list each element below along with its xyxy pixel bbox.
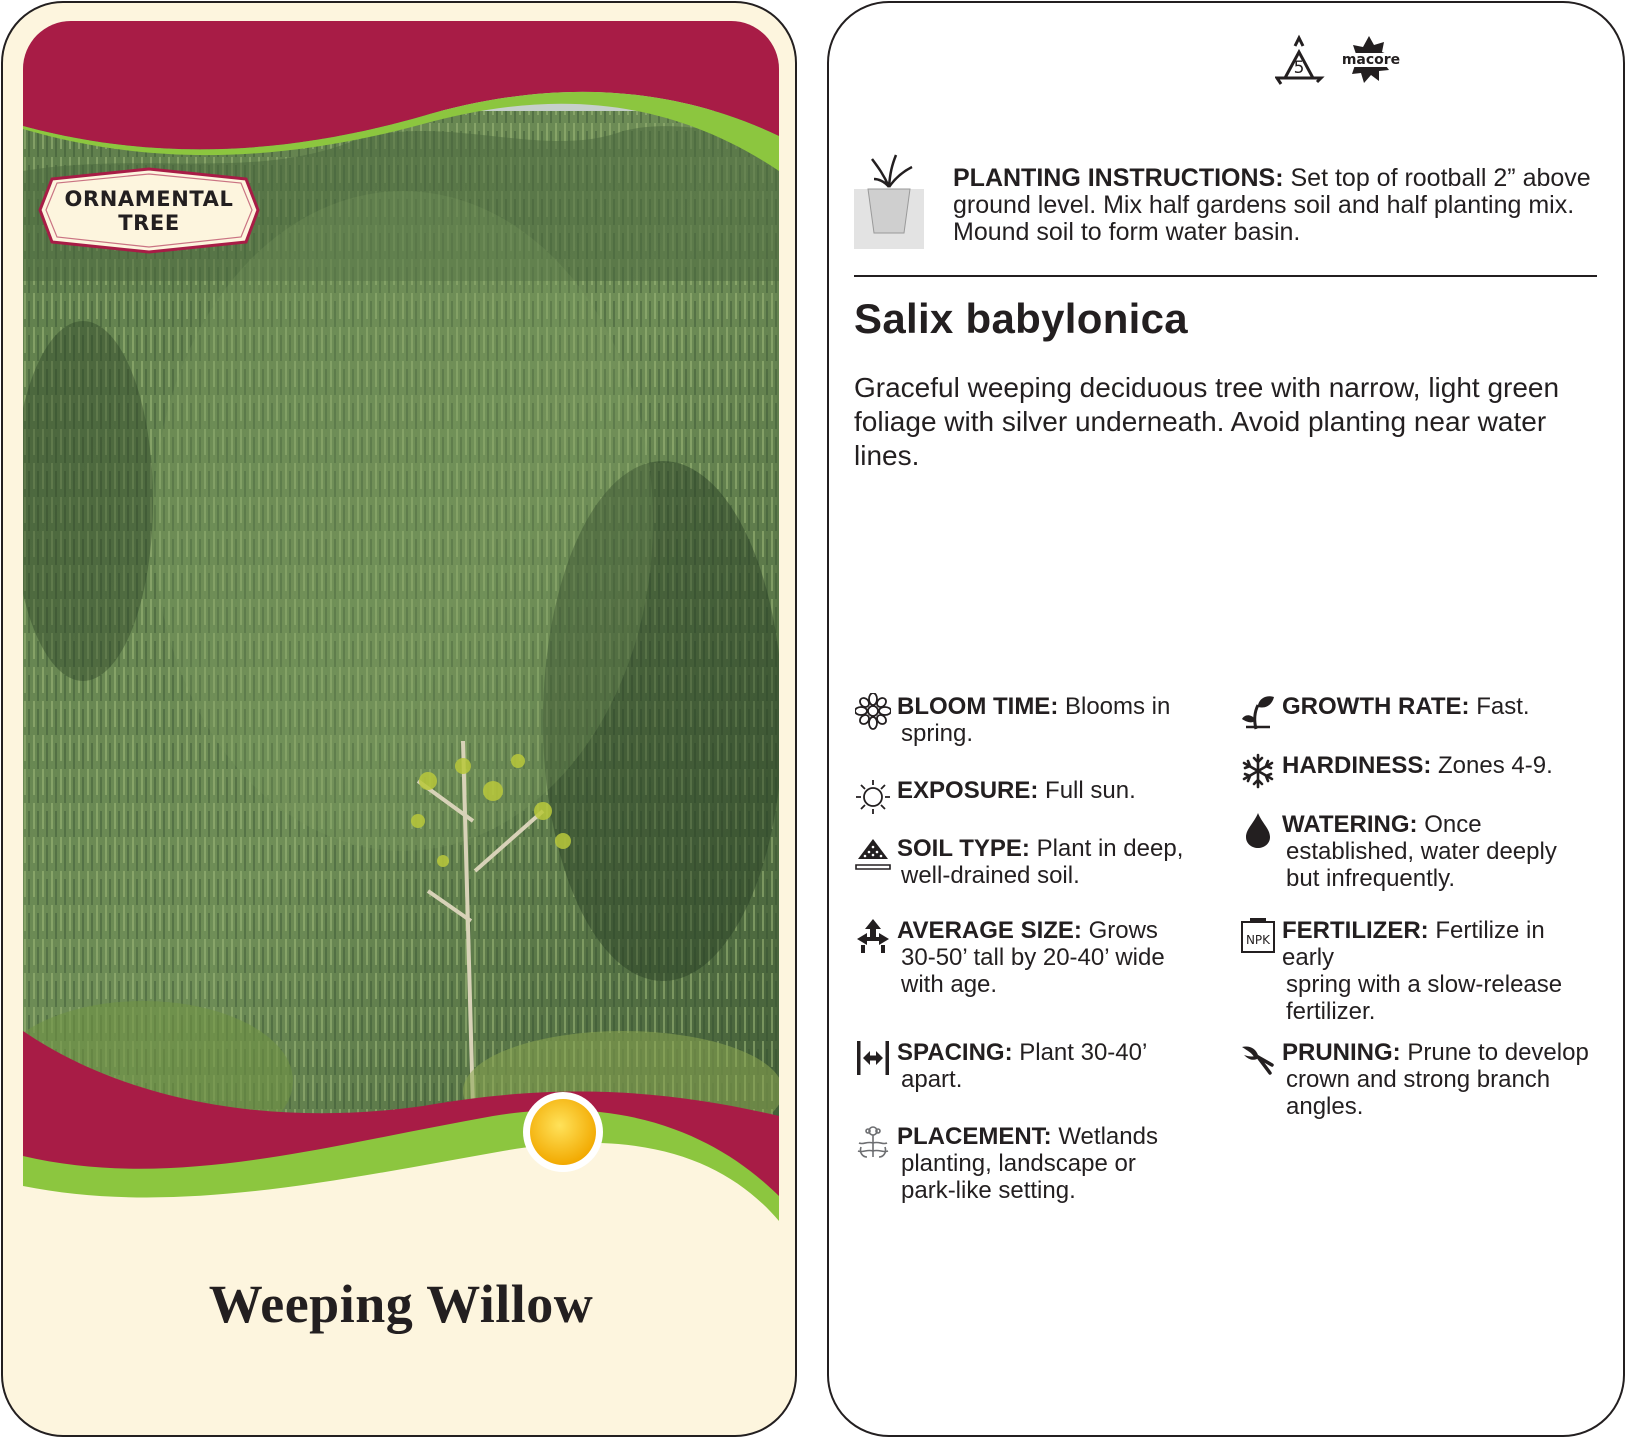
description-line3: lines.	[854, 440, 920, 471]
category-badge	[38, 167, 260, 254]
planting-instructions	[953, 165, 1593, 246]
spacing-line2: apart.	[901, 1066, 963, 1093]
planting-icon	[854, 153, 924, 249]
fertilizer-icon	[1240, 917, 1276, 955]
description-line2: foliage with silver underneath. Avoid planting near water	[854, 406, 1547, 437]
scientific-name: Salix babylonica	[854, 295, 1188, 342]
description-line1: Graceful weeping deciduous tree with narrow, light green	[854, 372, 1560, 403]
placement-label: PLACEMENT:	[897, 1123, 1052, 1150]
category-label	[38, 167, 260, 254]
exposure-value: Full sun.	[1038, 777, 1136, 804]
bloom-time-label: BLOOM TIME:	[897, 693, 1059, 720]
category-line2: TREE	[118, 210, 180, 235]
common-name: Weeping Willow	[208, 1274, 594, 1334]
soil-icon	[855, 835, 891, 873]
growth-rate-value: Fast.	[1469, 693, 1530, 720]
size-icon	[855, 917, 891, 955]
sun-icon	[855, 777, 891, 815]
plant-description	[854, 371, 1594, 473]
fertilizer-icon-text: NPK	[1245, 933, 1271, 947]
divider	[854, 275, 1597, 277]
hardiness-label: HARDINESS:	[1282, 752, 1432, 779]
bloom-time-line2: spring.	[901, 720, 974, 747]
planting-label: PLANTING INSTRUCTIONS:	[953, 164, 1284, 192]
watering-label: WATERING:	[1282, 811, 1418, 838]
watering-line2: established, water deeply	[1286, 838, 1557, 865]
average-size-line2: 30-50’ tall by 20-40’ wide	[901, 944, 1165, 971]
bloom-time-value: Blooms in	[1058, 693, 1171, 720]
planting-line2: ground level. Mix half gardens soil and half planting mix.	[953, 191, 1575, 219]
placement-line3: park-like setting.	[901, 1177, 1076, 1204]
brand-logo-text: macore	[1341, 52, 1401, 68]
category-line1: ORNAMENTAL	[64, 186, 234, 211]
placement-value: Wetlands	[1051, 1123, 1158, 1150]
pruning-value: Prune to develop	[1400, 1039, 1589, 1066]
growth-icon	[1240, 693, 1276, 731]
planting-line3: Mound soil to form water basin.	[953, 218, 1301, 246]
flower-icon	[855, 693, 891, 731]
water-drop-icon	[1240, 811, 1276, 849]
placement-icon	[855, 1123, 891, 1161]
logo-group	[1275, 32, 1403, 92]
sun-exposure-icon	[521, 1090, 605, 1174]
fertilizer-label: FERTILIZER:	[1282, 917, 1429, 944]
average-size-value: Grows	[1081, 917, 1158, 944]
average-size-label: AVERAGE SIZE:	[897, 917, 1082, 944]
exposure-label: EXPOSURE:	[897, 777, 1039, 804]
snowflake-icon	[1240, 752, 1276, 790]
pruning-icon	[1240, 1039, 1276, 1077]
soil-type-line2: well-drained soil.	[901, 862, 1080, 889]
front-card	[1, 1, 797, 1437]
fertilizer-line2: spring with a slow-release	[1286, 971, 1563, 998]
spacing-icon	[855, 1039, 891, 1077]
average-size-line3: with age.	[901, 971, 998, 998]
soil-type-value: Plant in deep,	[1029, 835, 1184, 862]
placement-line2: planting, landscape or	[901, 1150, 1136, 1177]
fertilizer-value: Fertilize in early	[1282, 917, 1545, 971]
fertilizer-line3: fertilizer.	[1286, 998, 1376, 1025]
hardiness-value: Zones 4-9.	[1431, 752, 1553, 779]
spacing-label: SPACING:	[897, 1039, 1013, 1066]
pruning-line3: angles.	[1286, 1093, 1364, 1120]
back-card	[827, 1, 1625, 1437]
watering-value: Once	[1417, 811, 1482, 838]
pruning-label: PRUNING:	[1282, 1039, 1401, 1066]
pruning-line2: crown and strong branch	[1286, 1066, 1551, 1093]
spacing-value: Plant 30-40’	[1012, 1039, 1148, 1066]
watering-line3: but infrequently.	[1286, 865, 1455, 892]
soil-type-label: SOIL TYPE:	[897, 835, 1030, 862]
growth-rate-label: GROWTH RATE:	[1282, 693, 1470, 720]
planting-line1: Set top of rootball 2” above	[1283, 164, 1591, 192]
recycle-code: 5	[1293, 58, 1305, 78]
